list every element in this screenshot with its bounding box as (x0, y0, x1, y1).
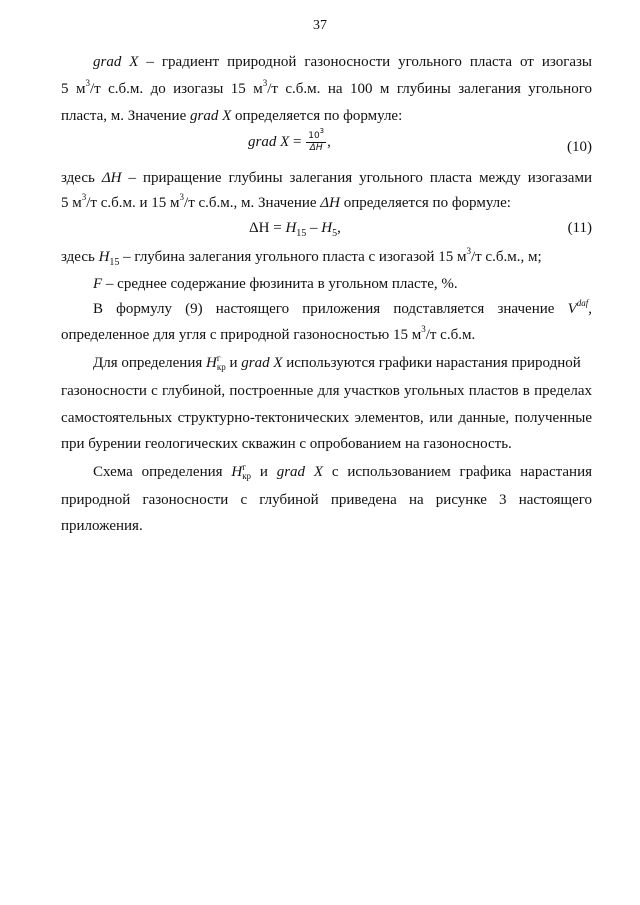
numerator-exponent: 3 (319, 127, 325, 135)
grad-x-term-3: grad X (241, 355, 283, 371)
p6-line1-a: Для определения (93, 355, 206, 371)
p5-line2-sup: 3 (421, 324, 426, 334)
p1-line2-c: /т с.б.м. на 100 м глубины залегания угольного (267, 81, 592, 97)
p7-line1-a: Схема определения (93, 464, 232, 480)
p3-line1-c: /т с.б.м., м; (470, 249, 542, 265)
p3-line1-a: здесь (61, 249, 99, 265)
p5-line1-text: В формулу (9) настоящего приложения подставляется значение (93, 301, 555, 317)
grad-x-term: grad X (93, 54, 139, 70)
formula-11-h5-sub: 5 (332, 228, 338, 239)
delta-h-term-2: ΔH (320, 195, 340, 211)
formula-11 (249, 220, 341, 237)
formula-10-lhs: grad X (248, 133, 290, 150)
p2-line2-c: /т с.б.м., м. Значение (184, 195, 321, 211)
formula-11-h15-sub: 15 (296, 228, 307, 239)
formula-10-fraction (306, 127, 326, 154)
p6-line1-c: используются графики нарастания природной (282, 355, 581, 371)
p7-line2-text: природной газоносности с глубиной приведена на рисунке 3 настоящего (61, 492, 592, 508)
p6-line1-b: и (225, 355, 242, 371)
p3-line1 (61, 247, 542, 267)
formula-11-h5: H (321, 220, 333, 236)
p1-line2 (61, 79, 592, 99)
p1-line3-a: пласта, м. Значение (61, 108, 190, 124)
p2-line2-d: определяется по формуле: (339, 195, 511, 211)
v-daf-sup: daf (576, 298, 589, 308)
p2-line2-sup: 3 (81, 192, 87, 202)
numerator-base: 10 (308, 131, 320, 141)
formula-11-h15: H (285, 220, 297, 236)
formula-10-eq: = (289, 133, 306, 150)
formula-10 (248, 127, 331, 154)
p5-line1 (93, 299, 592, 319)
p3-line1-b: – глубина залегания угольного пласта с изогазой 15 м (119, 249, 467, 265)
p6-line1 (93, 353, 581, 373)
p5-line2-a: определенное для угля с природной газоносностью 15 м (61, 327, 422, 343)
fraction-denominator: ΔH (309, 143, 323, 153)
p7-line3 (61, 516, 143, 536)
p7-line3-text: приложения. (61, 518, 143, 534)
p1-line2-a: 5 м (61, 81, 86, 97)
p7-line2 (61, 490, 592, 510)
p7-line1 (93, 462, 592, 482)
p6-line3-text: самостоятельных структурно-тектонических элементов, или данные, полученные (61, 410, 592, 426)
h-kr-term: H (206, 355, 217, 371)
p1-line1 (93, 52, 592, 72)
p7-line1-c: с использованием графика нарастания (323, 464, 592, 480)
p2-line2-b: /т с.б.м. и 15 м (86, 195, 180, 211)
equation-number-11: (11) (567, 220, 592, 236)
h-kr-term-2: H (231, 464, 243, 480)
p1-line2-sup: 3 (85, 78, 90, 88)
grad-x-term-2: grad X (189, 108, 232, 124)
p5-line2 (61, 325, 475, 345)
p4-rest: – среднее содержание фюзинита в угольном пласте, %. (102, 276, 458, 292)
h-kr-sup: г (216, 353, 221, 363)
p6-line4-text: при бурении геологических скважин с опробованием на газоносность. (61, 436, 512, 452)
p1-line1-text: – градиент природной газоносности угольного пласта от изогазы (138, 54, 593, 70)
h-kr-sub: кр (216, 362, 226, 372)
grad-x-term-4: grad X (276, 464, 324, 480)
formula-11-minus: – (306, 220, 322, 236)
p2-line2-sup2: 3 (179, 192, 185, 202)
p2-line2 (61, 193, 511, 213)
fraction-numerator (306, 127, 326, 143)
p2-line1 (61, 168, 592, 188)
v-daf-term: V (567, 301, 577, 317)
p6-line2 (61, 381, 592, 401)
p1-line2-b: /т с.б.м. до изогазы 15 м (89, 81, 263, 97)
h15-term-sub: 15 (109, 257, 120, 268)
p1-line3-b: определяется по формуле: (231, 108, 403, 124)
p6-line4 (61, 434, 512, 454)
p3-line1-sup: 3 (466, 246, 471, 256)
p5-line1-tail: , (588, 301, 592, 317)
p6-line3 (61, 408, 592, 428)
p1-line3 (61, 106, 402, 126)
p2-line2-a: 5 м (61, 195, 82, 211)
p7-line1-b: и (251, 464, 277, 480)
p5-line2-b: /т с.б.м. (425, 327, 476, 343)
formula-10-tail: , (327, 133, 331, 150)
f-term: F (93, 276, 103, 292)
p1-line2-sup2: 3 (262, 78, 268, 88)
p2-line1-b: – приращение глубины залегания угольного пласта между изогазами (121, 170, 592, 186)
formula-11-tail: , (337, 220, 341, 236)
delta-h-term: ΔH (101, 170, 122, 186)
h15-term: H (98, 249, 110, 265)
p2-line1-a: здесь (61, 170, 102, 186)
p6-line2-text: газоносности с глубиной, построенные для участков угольных пластов в пределах (61, 383, 592, 399)
equation-number-10: (10) (567, 139, 592, 155)
page-number: 37 (313, 18, 327, 33)
h-kr-sup-2: г (242, 462, 246, 472)
formula-11-lhs: ΔH = (249, 220, 286, 236)
p4-line1 (93, 274, 458, 294)
h-kr-sub-2: кр (242, 471, 252, 481)
